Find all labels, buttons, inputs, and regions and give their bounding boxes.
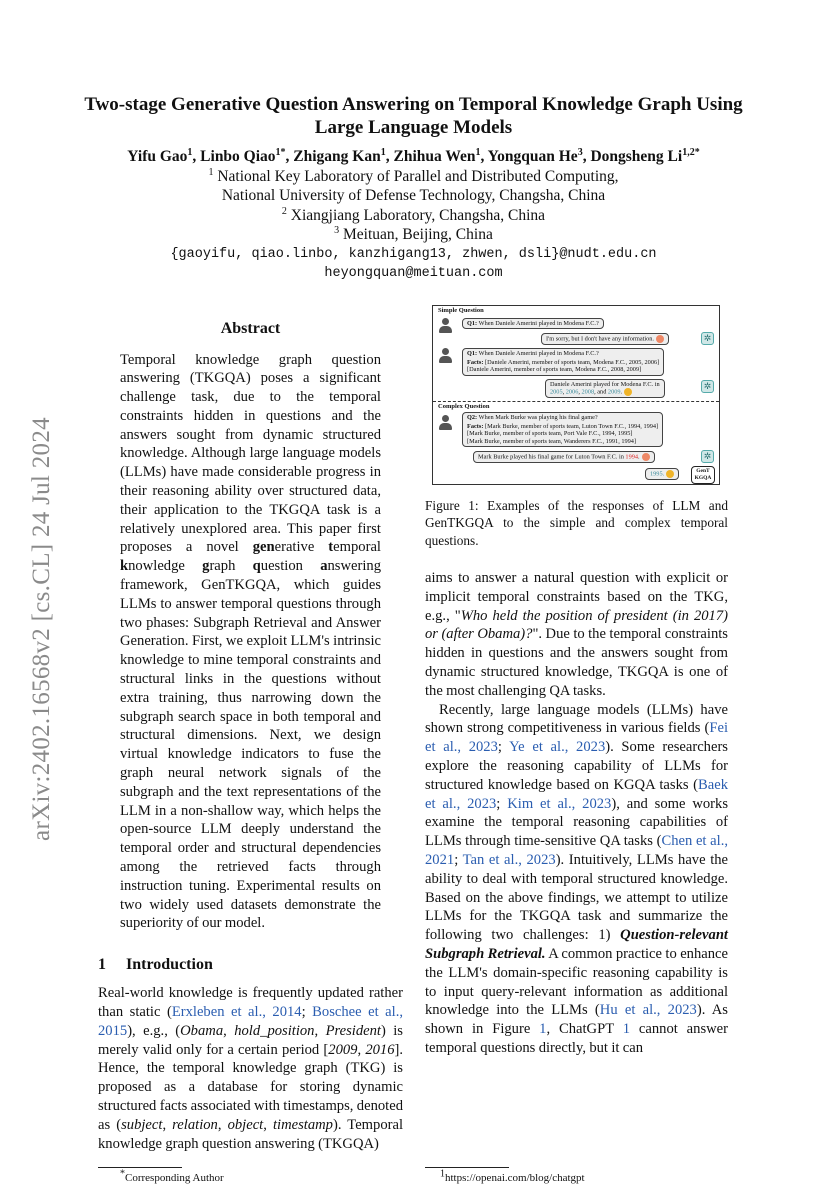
text-span: raph [209, 558, 252, 574]
paper-header [60, 93, 767, 283]
text-span: k [120, 558, 128, 574]
text-span: cannot answer temporal questions directly, but it can [425, 1021, 728, 1056]
citation-link[interactable]: Kim et al., 2023 [507, 796, 611, 812]
email-line-1: {gaoyifu, qiao.linbo, kanzhigang13, zhwen, dsli}@nudt.edu.cn [60, 245, 767, 264]
text-span: ). Temporal knowledge graph question answering (TKGQA) [98, 1117, 403, 1152]
text-span: President [326, 1023, 381, 1039]
text-span: ". Due to the temporal constraints hidden in questions and the answers sought from dynamic structured knowledge, TKGQA is one of the most challenging QA tasks. [425, 626, 728, 698]
q-label: Q1: [467, 350, 477, 357]
wrong-year: 1994 [625, 453, 638, 460]
user-icon [439, 318, 452, 334]
question-facts-bubble-2 [462, 412, 663, 448]
author-list: Yifu Gao$^1$, Linbo Qiao$^{1*}$, Zhigang Kan$^1$, Zhihua Wen$^1$, Yongquan He$^3$, Dongsheng $Li^{1,2*}$ [60, 147, 767, 167]
citation-link[interactable]: 1 [539, 1021, 546, 1037]
footnote-area [425, 1153, 728, 1185]
facts-label: Facts: [467, 359, 483, 366]
q-label: Q1: [467, 320, 477, 327]
text-span: ), e.g., ( [127, 1023, 180, 1039]
text-span: , [314, 1023, 325, 1039]
text-span: Recently, large language models (LLMs) have shown strong competitiveness in various fields ( [425, 702, 728, 737]
affiliation-3 [60, 225, 767, 245]
q-text: When Daniele Amerini played in Modena F.C.? [479, 350, 599, 357]
citation-link[interactable]: Ye et al., 2023 [509, 739, 605, 755]
and-word: and [597, 388, 606, 395]
affiliation-text: Xiangjiang Laboratory, Changsha, China [291, 207, 545, 224]
intro-paragraph [98, 984, 403, 1153]
happy-emoji-icon [666, 470, 674, 478]
email-line-2: heyongquan@meituan.com [60, 264, 767, 283]
author-affiliation-sup: 1 [187, 147, 192, 158]
abstract-text [120, 351, 381, 934]
fact: [Mark Burke, member of sports team, Luton Town F.C., 1994, 1994] [485, 423, 658, 430]
text-span: , [263, 1117, 273, 1133]
text-span: ) is merely valid only for a certain period [ [98, 1023, 403, 1058]
affiliation-1b: National University of Defense Technology, Changsha, China [60, 186, 767, 206]
text-span: , ChatGPT [546, 1021, 622, 1037]
intro-paragraph-cont [425, 569, 728, 701]
text-span: a [320, 558, 327, 574]
chatgpt-icon: ✲ [701, 332, 714, 345]
fact: [Mark Burke, member of sports team, Wanderers F.C., 1991, 1994] [467, 438, 658, 445]
footnote-text: Corresponding Author [125, 1172, 224, 1184]
text-span: ). Intuitively, LLMs have the ability to deal with temporal structured knowledge. Based on the above findings, we attempt to utilize LLMs for the TKGQA task and summarize the following two challenges: 1) [425, 852, 728, 943]
arxiv-identifier: arXiv:2402.16568v2 [cs.CL] 24 Jul 2024 [28, 359, 56, 899]
q-text: When Mark Burke was playing his final game? [479, 414, 598, 421]
author-affiliation-sup: 1* [276, 147, 286, 158]
user-icon [439, 415, 452, 431]
affiliation-1 [60, 167, 767, 187]
citation-link[interactable]: Fei et al., 2023 [425, 720, 728, 755]
author: Yifu Gao [127, 148, 187, 165]
sup: 2 [282, 205, 287, 216]
text-span: ; [454, 852, 462, 868]
user-icon [439, 348, 452, 364]
author: Zhigang Kan [293, 148, 380, 165]
gpt-answer-bubble-3: Mark Burke played his final game for Luton Town F.C. in 1994. [473, 451, 655, 463]
text-span: object [228, 1117, 264, 1133]
affiliation-text: Meituan, Beijing, China [343, 226, 493, 243]
footnote-rule [98, 1167, 182, 1168]
complex-question-label: Complex Question [438, 403, 489, 410]
gpt-answer-bubble-2: Daniele Amerini played for Modena F.C. in 2005, 2006, 2008, and 2009. [545, 379, 665, 398]
text-span: ). Some researchers explore the reasoning capability of LLMs for structured knowledge based on KGQA tasks ( [425, 739, 728, 793]
facts-label: Facts: [467, 423, 483, 430]
gentkgqa-answer-bubble [645, 468, 679, 480]
author-affiliation-sup: 3 [578, 147, 583, 158]
text-span: emporal [333, 539, 381, 555]
text-span: t [328, 539, 333, 555]
text-span: ; [496, 796, 507, 812]
two-column-body [98, 305, 827, 1185]
footnote-area [98, 1153, 403, 1185]
affiliation-2 [60, 206, 767, 226]
abstract-heading: Abstract [98, 319, 403, 339]
author-affiliation-sup: 1 [381, 147, 386, 158]
author: Yongquan He [488, 148, 578, 165]
text-span: relation [172, 1117, 218, 1133]
paper-title: Two-stage Generative Question Answering on Temporal Knowledge Graph Using Large Language Models [60, 93, 767, 139]
answer-text: 1995. [650, 470, 664, 477]
simple-question-label: Simple Question [438, 307, 484, 314]
text-span: Obama [180, 1023, 223, 1039]
text-span: hold_position [234, 1023, 314, 1039]
intro-paragraph-2 [425, 701, 728, 1058]
author: Dongsheng Li [590, 148, 682, 165]
section-heading-introduction [98, 955, 403, 975]
text-span: uestion [261, 558, 320, 574]
text-span: subject [121, 1117, 162, 1133]
q-label: Q2: [467, 414, 477, 421]
author-affiliation-sup: 1,2* [682, 147, 700, 158]
text-span: timestamp [273, 1117, 333, 1133]
author-affiliation-sup: 1 [475, 147, 480, 158]
footnote-link[interactable]: https://openai.com/blog/chatgpt [445, 1172, 585, 1184]
citation-link[interactable]: 1 [623, 1021, 630, 1037]
citation-link[interactable]: Erxleben et al., 2014 [172, 1004, 302, 1020]
text-span: erative [275, 539, 329, 555]
gentkgqa-logo [691, 466, 715, 484]
logo-text: KGQA [693, 475, 713, 482]
citation-link[interactable]: Tan et al., 2023 [463, 852, 556, 868]
sup: 3 [334, 225, 339, 236]
footnote-corresponding [98, 1172, 403, 1185]
logo-text: GenT [693, 468, 713, 475]
text-span: , [357, 1042, 365, 1058]
answer-text: Daniele Amerini played for Modena F.C. in [550, 381, 660, 388]
question-facts-bubble-1 [462, 348, 664, 376]
text-span: 2016 [365, 1042, 394, 1058]
fact: [Mark Burke, member of sports team, Port Vale F.C., 1994, 1995] [467, 430, 658, 437]
text-span: Who held the position of president (in 2017) or (after Obama)? [425, 608, 728, 643]
text-span: Question-relevant Subgraph Retrieval. [425, 927, 728, 962]
right-column [425, 305, 728, 1185]
text-span: ; [498, 739, 509, 755]
sup: 1 [208, 166, 213, 177]
left-column [98, 305, 403, 1185]
figure-caption: Figure 1: Examples of the responses of LLM and GenTKGQA to the simple and complex temporal questions. [425, 497, 728, 550]
crying-emoji-icon [642, 453, 650, 461]
section-title: Introduction [126, 956, 213, 973]
year: 2009 [608, 388, 621, 395]
text-span: , [162, 1117, 172, 1133]
footnote-rule [425, 1167, 509, 1168]
text-span: q [253, 558, 261, 574]
text-span: A common practice to enhance the LLM's domain-specific reasoning capability is to input query-relevant information as additional knowledge into the LLMs ( [425, 946, 728, 1018]
citation-link[interactable]: Baek et al., 2023 [425, 777, 728, 812]
text-span: ; [302, 1004, 313, 1020]
gpt-answer-bubble-1 [541, 333, 669, 345]
figure-1 [432, 305, 720, 485]
sup: * [120, 1169, 125, 1180]
citation-link[interactable]: Boschee et al., 2015 [98, 1004, 403, 1039]
text-span: ). As shown in Figure [425, 1002, 728, 1037]
text-span: aims to answer a natural question with explicit or implicit temporal constraints based on the TKG, e.g., " [425, 570, 728, 624]
crying-emoji-icon [656, 335, 664, 343]
text-span: g [202, 558, 209, 574]
text-span: 2009 [328, 1042, 357, 1058]
author: Linbo Qiao [200, 148, 275, 165]
text-span: nowledge [128, 558, 202, 574]
sup: 1 [440, 1169, 445, 1180]
text-span: ]. Hence, the temporal knowledge graph (TKG) is proposed as a database for storing dynamic structured facts associated with timestamps, denoted as ( [98, 1042, 403, 1133]
text-span: ), and some works examine the temporal reasoning capabilities of LLMs through time-sensitive QA tasks ( [425, 796, 728, 850]
sad-emoji-icon [624, 388, 632, 396]
section-number: 1 [98, 956, 106, 973]
q-text: When Daniele Amerini played in Modena F.C.? [479, 320, 599, 327]
text-span: , [218, 1117, 228, 1133]
chatgpt-icon: ✲ [701, 380, 714, 393]
year: 2006 [566, 388, 579, 395]
text-span: gen [253, 539, 275, 555]
citation-link[interactable]: Chen et al., 2021 [425, 833, 728, 868]
answer-text: Mark Burke played his final game for Luton Town F.C. in [478, 453, 624, 460]
answer-text: I'm sorry, but I don't have any information. [546, 335, 654, 342]
fact: [Daniele Amerini, member of sports team, Modena F.C., 2008, 2009] [467, 366, 659, 373]
year: 2005 [550, 388, 563, 395]
section-divider [433, 401, 719, 402]
fact: [Daniele Amerini, member of sports team, Modena F.C., 2005, 2006] [485, 359, 659, 366]
year: 2008 [582, 388, 595, 395]
chatgpt-icon: ✲ [701, 450, 714, 463]
question-bubble-1 [462, 318, 604, 329]
footnote-chatgpt [425, 1172, 728, 1185]
author: Zhihua Wen [393, 148, 475, 165]
text-span: , [223, 1023, 234, 1039]
text-span: Temporal knowledge graph question answering (TKGQA) poses a significant challenge task, due to the temporal constraints hidden in questions and the answers sought from dynamic structured knowledge. Although large language models (LLMs) have made considerable progress in their reasoning ability over structured data, their application to the TKGQA task is a relatively unexplored area. This paper first proposes a novel [120, 352, 381, 556]
citation-link[interactable]: Hu et al., 2023 [600, 1002, 697, 1018]
text-span: Real-world knowledge is frequently updated rather than static ( [98, 985, 403, 1020]
affiliation-text: National Key Laboratory of Parallel and Distributed Computing, [217, 168, 618, 185]
text-span: nswering framework, GenTKGQA, which guides LLMs to answer temporal questions through two phases: Subgraph Retrieval and Answer Generation. First, we exploit LLM's intrinsic knowledge to mine temporal constraints and structural links in the questions without extra training, thus narrowing down the subgraph search space in both temporal and structural dimensions. Next, we design virtual knowledge indicators to fuse the graph neural network signals of the subgraph and the text representations of the LLM in a non-shallow way, which helps the open-source LLM deeply understand the temporal order and structural dependencies among the retrieved facts through instruction tuning. Experimental results on two widely used datasets demonstrate the superiority of our model. [120, 558, 381, 931]
